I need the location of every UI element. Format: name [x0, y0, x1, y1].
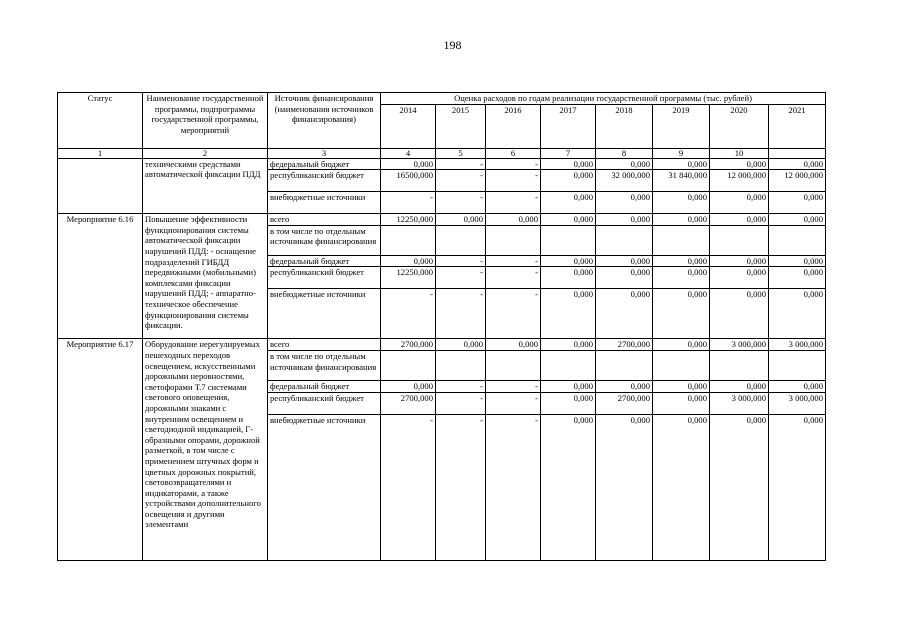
- value-cell: 2700,000: [381, 392, 436, 414]
- column-number: [769, 148, 826, 158]
- value-cell: 0,000: [710, 414, 769, 560]
- funding-source-cell: федеральный бюджет: [268, 380, 381, 392]
- value-cell: -: [436, 170, 486, 192]
- funding-source-cell: федеральный бюджет: [268, 158, 381, 170]
- value-cell: -: [486, 267, 541, 289]
- value-cell: 0,000: [596, 255, 653, 267]
- value-cell: 0,000: [381, 158, 436, 170]
- measure-name-cell: техническими средствами автоматической фиксации ПДД: [143, 158, 268, 214]
- value-cell: 0,000: [653, 414, 710, 560]
- value-cell: 16500,000: [381, 170, 436, 192]
- value-cell: 0,000: [710, 255, 769, 267]
- value-cell: 0,000: [596, 380, 653, 392]
- value-cell: [436, 225, 486, 255]
- measure-name-cell: Оборудование нерегулируемых пешеходных переходов освещением, искусственными дорожными неровностями, светофорами Т.7 системами светового оповещения, дорожными знаками с внутренним освещением и светодиодной индикацией, Г-образными опорами, дорожной разметкой, в том числе с применением штучных форм и цветных дорожных покрытий, световозвращателями и индикаторами, а также устройствами дополнительного освещения и другими элементами: [143, 339, 268, 560]
- value-cell: 0,000: [653, 214, 710, 226]
- value-cell: 0,000: [710, 289, 769, 339]
- value-cell: 0,000: [653, 158, 710, 170]
- header-year: 2021: [769, 104, 826, 148]
- column-number: 9: [653, 148, 710, 158]
- value-cell: -: [436, 392, 486, 414]
- value-cell: 0,000: [486, 339, 541, 351]
- value-cell: 0,000: [541, 192, 596, 214]
- value-cell: 0,000: [653, 392, 710, 414]
- value-cell: [653, 225, 710, 255]
- header-year: 2019: [653, 104, 710, 148]
- value-cell: 0,000: [436, 339, 486, 351]
- value-cell: -: [381, 289, 436, 339]
- column-number: 4: [381, 148, 436, 158]
- funding-source-cell: в том числе по отдельным источникам финансирования: [268, 350, 381, 380]
- header-year: 2018: [596, 104, 653, 148]
- value-cell: -: [486, 392, 541, 414]
- value-cell: 0,000: [710, 380, 769, 392]
- header-year: 2014: [381, 104, 436, 148]
- value-cell: -: [486, 255, 541, 267]
- value-cell: [710, 225, 769, 255]
- table-row: [58, 339, 826, 351]
- value-cell: 0,000: [541, 214, 596, 226]
- funding-source-cell: всего: [268, 339, 381, 351]
- value-cell: 0,000: [769, 255, 826, 267]
- table-row: [58, 158, 826, 170]
- measure-name-cell: Повышение эффективности функционирования системы автоматической фиксации нарушений ПДД: - оснащение подразделений ГИБДД передвижными (мобильными) комплексами фиксации нарушений ПДД; - аппаратно-техническое обеспечение функционирования системы фиксации.: [143, 214, 268, 339]
- column-number: 10: [710, 148, 769, 158]
- value-cell: [769, 350, 826, 380]
- value-cell: 0,000: [769, 192, 826, 214]
- value-cell: 0,000: [710, 158, 769, 170]
- value-cell: 0,000: [769, 158, 826, 170]
- header-source: Источник финансирования (наименования источников финансирования): [268, 93, 381, 149]
- header-status: Статус: [58, 93, 143, 149]
- header-year: 2020: [710, 104, 769, 148]
- column-number: 7: [541, 148, 596, 158]
- value-cell: 12 000,000: [710, 170, 769, 192]
- value-cell: -: [381, 192, 436, 214]
- status-cell: Мероприятие 6.16: [58, 214, 143, 339]
- value-cell: 0,000: [436, 214, 486, 226]
- value-cell: 0,000: [653, 289, 710, 339]
- column-number: 3: [268, 148, 381, 158]
- value-cell: -: [486, 380, 541, 392]
- value-cell: [596, 350, 653, 380]
- value-cell: -: [436, 267, 486, 289]
- value-cell: 0,000: [710, 192, 769, 214]
- value-cell: 3 000,000: [769, 339, 826, 351]
- value-cell: [653, 350, 710, 380]
- header-estimate: Оценка расходов по годам реализации государственной программы (тыс. рублей): [381, 93, 826, 105]
- value-cell: -: [436, 255, 486, 267]
- header-year: 2016: [486, 104, 541, 148]
- value-cell: 0,000: [653, 192, 710, 214]
- value-cell: 0,000: [541, 267, 596, 289]
- column-number: 1: [58, 148, 143, 158]
- value-cell: 3 000,000: [710, 392, 769, 414]
- expenditure-table: [57, 92, 826, 561]
- column-number: 5: [436, 148, 486, 158]
- value-cell: -: [486, 170, 541, 192]
- value-cell: 0,000: [541, 392, 596, 414]
- funding-source-cell: республиканский бюджет: [268, 170, 381, 192]
- value-cell: -: [436, 192, 486, 214]
- value-cell: 12250,000: [381, 214, 436, 226]
- value-cell: -: [436, 289, 486, 339]
- funding-source-cell: федеральный бюджет: [268, 255, 381, 267]
- funding-source-cell: внебюджетные источники: [268, 192, 381, 214]
- value-cell: [381, 225, 436, 255]
- value-cell: -: [486, 158, 541, 170]
- value-cell: 0,000: [541, 414, 596, 560]
- value-cell: 0,000: [653, 339, 710, 351]
- value-cell: 0,000: [596, 158, 653, 170]
- value-cell: 0,000: [596, 414, 653, 560]
- value-cell: 0,000: [596, 267, 653, 289]
- header-year: 2015: [436, 104, 486, 148]
- value-cell: 2700,000: [596, 392, 653, 414]
- value-cell: -: [436, 158, 486, 170]
- value-cell: [486, 350, 541, 380]
- status-cell: Мероприятие 6.17: [58, 339, 143, 560]
- header-name: Наименование государственной программы, подпрограммы государственной программы, мероприятий: [143, 93, 268, 149]
- value-cell: 0,000: [596, 214, 653, 226]
- value-cell: 0,000: [596, 289, 653, 339]
- value-cell: [541, 350, 596, 380]
- value-cell: 0,000: [541, 289, 596, 339]
- value-cell: [710, 350, 769, 380]
- value-cell: 0,000: [769, 414, 826, 560]
- value-cell: 0,000: [653, 255, 710, 267]
- value-cell: 3 000,000: [769, 392, 826, 414]
- value-cell: 0,000: [596, 192, 653, 214]
- funding-source-cell: внебюджетные источники: [268, 414, 381, 560]
- column-number: 2: [143, 148, 268, 158]
- header-year: 2017: [541, 104, 596, 148]
- value-cell: [381, 350, 436, 380]
- value-cell: 0,000: [381, 380, 436, 392]
- value-cell: 31 840,000: [653, 170, 710, 192]
- value-cell: 0,000: [769, 267, 826, 289]
- funding-source-cell: республиканский бюджет: [268, 267, 381, 289]
- value-cell: [436, 350, 486, 380]
- value-cell: 2700,000: [596, 339, 653, 351]
- column-number: 8: [596, 148, 653, 158]
- column-number: 6: [486, 148, 541, 158]
- value-cell: 0,000: [541, 158, 596, 170]
- value-cell: 0,000: [769, 289, 826, 339]
- value-cell: 0,000: [710, 267, 769, 289]
- value-cell: 0,000: [769, 380, 826, 392]
- value-cell: 0,000: [541, 339, 596, 351]
- funding-source-cell: всего: [268, 214, 381, 226]
- funding-source-cell: в том числе по отдельным источникам финансирования: [268, 225, 381, 255]
- value-cell: 0,000: [769, 214, 826, 226]
- value-cell: [596, 225, 653, 255]
- value-cell: 12250,000: [381, 267, 436, 289]
- value-cell: 0,000: [710, 214, 769, 226]
- value-cell: -: [486, 192, 541, 214]
- value-cell: [769, 225, 826, 255]
- table-row: [58, 214, 826, 226]
- value-cell: 0,000: [653, 267, 710, 289]
- funding-source-cell: внебюджетные источники: [268, 289, 381, 339]
- page-number: 198: [443, 38, 462, 52]
- value-cell: -: [436, 414, 486, 560]
- value-cell: [541, 225, 596, 255]
- value-cell: 12 000,000: [769, 170, 826, 192]
- value-cell: 0,000: [381, 255, 436, 267]
- value-cell: 0,000: [541, 380, 596, 392]
- value-cell: [486, 225, 541, 255]
- funding-source-cell: республиканский бюджет: [268, 392, 381, 414]
- value-cell: 0,000: [486, 214, 541, 226]
- value-cell: 0,000: [653, 380, 710, 392]
- value-cell: 0,000: [541, 255, 596, 267]
- value-cell: 2700,000: [381, 339, 436, 351]
- value-cell: -: [381, 414, 436, 560]
- value-cell: 0,000: [541, 170, 596, 192]
- value-cell: 32 000,000: [596, 170, 653, 192]
- value-cell: -: [486, 414, 541, 560]
- status-cell: [58, 158, 143, 214]
- value-cell: 3 000,000: [710, 339, 769, 351]
- value-cell: -: [436, 380, 486, 392]
- value-cell: -: [486, 289, 541, 339]
